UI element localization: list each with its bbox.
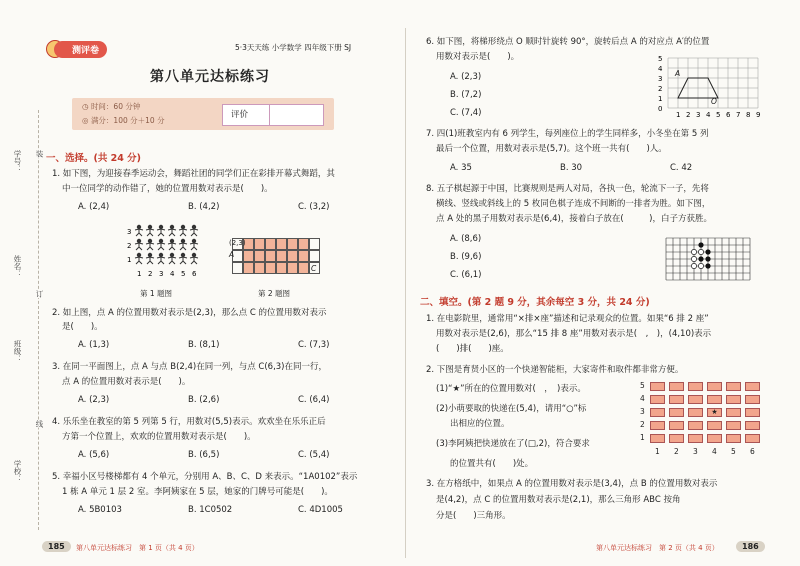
black-stone bbox=[705, 249, 710, 254]
q6-line2: 用数对表示是( )。 bbox=[436, 52, 520, 62]
footer-right: 第八单元达标练习 第 2 页（共 4 页） bbox=[596, 544, 719, 552]
locker-cell[interactable] bbox=[745, 395, 760, 404]
test-badge: 测评卷 bbox=[54, 41, 107, 58]
x-tick: 7 bbox=[736, 111, 741, 119]
locker-cell[interactable] bbox=[726, 421, 741, 430]
locker-column-number: 6 bbox=[750, 447, 755, 456]
grid-cell bbox=[243, 262, 254, 274]
x-tick: 2 bbox=[686, 111, 691, 119]
locker-column-number: 5 bbox=[731, 447, 736, 456]
f3-line1: 3. 在方格纸中，如果点 A 的位置用数对表示是(3,4)，点 B 的位置用数对表示 bbox=[426, 479, 718, 489]
section-2-heading: 二、填空。(第 2 题 9 分，其余每空 3 分，共 24 分) bbox=[420, 297, 650, 308]
grid-cell bbox=[276, 250, 287, 262]
q5-option-a[interactable]: A. 5B0103 bbox=[78, 505, 122, 515]
dancer-figure bbox=[190, 229, 198, 236]
black-stone bbox=[698, 256, 703, 261]
locker-cell[interactable] bbox=[707, 382, 722, 391]
q2-option-a[interactable]: A. (1,3) bbox=[78, 340, 110, 350]
x-tick: 9 bbox=[756, 111, 761, 119]
grid-cell bbox=[276, 238, 287, 250]
q2-option-c[interactable]: C. (7,3) bbox=[298, 340, 330, 350]
fig2-point-a: A bbox=[229, 250, 235, 259]
locker-row-number: 3 bbox=[640, 407, 645, 416]
figure-1-dancers bbox=[125, 222, 205, 280]
evaluation-box bbox=[222, 104, 324, 126]
fig2-point-c: C bbox=[311, 264, 317, 273]
x-tick: 3 bbox=[696, 111, 701, 119]
locker-row-number: 1 bbox=[640, 433, 645, 442]
f1-line2: 用数对表示是(2,6)，那么“15 排 8 座”用数对表示是( , )，(4,10)表示 bbox=[436, 329, 712, 339]
column-number: 4 bbox=[170, 270, 175, 278]
white-stone bbox=[698, 263, 703, 268]
black-stone bbox=[698, 242, 703, 247]
q2-line1: 2. 如上图，点 A 的位置用数对表示是(2,3)，那么点 C 的位置用数对表示 bbox=[52, 308, 327, 318]
q3-line2: 点 A 的位置用数对表示是( )。 bbox=[62, 377, 191, 387]
y-tick: 4 bbox=[658, 65, 663, 73]
column-number: 5 bbox=[181, 270, 186, 278]
f1-line3: ( )排( )座。 bbox=[436, 344, 509, 354]
y-tick: 1 bbox=[658, 95, 663, 103]
dancer-figure bbox=[179, 229, 187, 236]
q1-option-a[interactable]: A. (2,4) bbox=[78, 202, 110, 212]
dancer-figure bbox=[146, 257, 154, 264]
locker-column-number: 3 bbox=[693, 447, 698, 456]
dancer-figure bbox=[146, 229, 154, 236]
locker-row-number: 5 bbox=[640, 381, 645, 390]
locker-cell[interactable] bbox=[669, 434, 684, 443]
locker-column-number: 1 bbox=[655, 447, 660, 456]
info-box bbox=[72, 98, 334, 130]
seal-char: 线 bbox=[35, 420, 44, 428]
q4-option-c[interactable]: C. (5,4) bbox=[298, 450, 330, 460]
f3-line2: 是(4,2)，点 C 的位置用数对表示是(2,1)，那么三角形 ABC 按角 bbox=[436, 495, 681, 505]
locker-cell[interactable] bbox=[726, 382, 741, 391]
locker-cell[interactable] bbox=[669, 395, 684, 404]
locker-cell[interactable] bbox=[707, 421, 722, 430]
f2-intro: 2. 下图是育贤小区的一个快递智能柜，大家寄件和取件都非常方便。 bbox=[426, 365, 684, 375]
q7-option-b[interactable]: B. 30 bbox=[560, 163, 583, 173]
locker-cell[interactable] bbox=[650, 434, 665, 443]
q8-line2: 横线、竖线或斜线上的 5 枚同色棋子连成不间断的一排者为胜。如下图， bbox=[436, 199, 711, 209]
grid-cell bbox=[232, 262, 243, 274]
q4-line1: 4. 乐乐坐在教室的第 5 列第 5 行，用数对(5,5)表示。欢欢坐在乐乐正后 bbox=[52, 417, 326, 427]
evaluation-score-input[interactable] bbox=[270, 105, 322, 125]
row-number: 1 bbox=[127, 256, 132, 264]
time-label: ◷ 时间：60 分钟 bbox=[82, 102, 141, 111]
evaluation-label: 评价 bbox=[231, 110, 249, 120]
grid-cell bbox=[254, 262, 265, 274]
f2-part2-line2: 出相应的位置。 bbox=[450, 419, 510, 429]
name-label: 姓名： bbox=[13, 255, 22, 278]
locker-cell[interactable] bbox=[688, 408, 703, 417]
q5-line2: 1 栋 A 单元 1 层 2 室。李阿姨家在 5 层，她家的门牌号可能是( )。 bbox=[62, 487, 333, 497]
column-number: 1 bbox=[137, 270, 142, 278]
f3-line3: 分是( )三角形。 bbox=[436, 511, 511, 521]
f2-part3-line2: 的位置共有( )处。 bbox=[450, 459, 534, 469]
q6-line1: 6. 如下图，将梯形绕点 O 顺时针旋转 90°，旋转后点 A 的对应点 A′的位置 bbox=[426, 37, 710, 47]
locker-cell[interactable] bbox=[650, 382, 665, 391]
locker-cell[interactable] bbox=[726, 408, 741, 417]
grid-cell bbox=[265, 262, 276, 274]
q3-option-a[interactable]: A. (2,3) bbox=[78, 395, 110, 405]
locker-cell[interactable] bbox=[726, 395, 741, 404]
student-id-label: 学号： bbox=[13, 150, 22, 173]
x-tick: 5 bbox=[716, 111, 721, 119]
section-1-heading: 一、选择。(共 24 分) bbox=[46, 153, 142, 164]
q4-option-b[interactable]: B. (6,5) bbox=[188, 450, 220, 460]
q2-line2: 是( )。 bbox=[62, 322, 103, 332]
class-label: 班级： bbox=[13, 340, 22, 363]
figure-1-caption: 第 1 题图 bbox=[140, 289, 173, 298]
f2-part1: (1)“★”所在的位置用数对( ， )表示。 bbox=[436, 384, 586, 394]
grid-cell bbox=[298, 250, 309, 262]
q1-option-c[interactable]: C. (3,2) bbox=[298, 202, 330, 212]
q8-line3: 点 A 处的黑子用数对表示是(6,4)，接着白子放在( )，白子方获胜。 bbox=[436, 214, 713, 224]
y-tick: 5 bbox=[658, 55, 663, 63]
score-label: ◎ 满分：100 分＋10 分 bbox=[82, 116, 165, 125]
locker-cell[interactable] bbox=[707, 395, 722, 404]
q8-option-c[interactable]: C. (6,1) bbox=[450, 270, 482, 280]
y-tick: 3 bbox=[658, 75, 663, 83]
f1-line1: 1. 在电影院里，通常用“×排×座”描述和记录观众的位置。如果“6 排 2 座” bbox=[426, 314, 709, 324]
grid-cell bbox=[287, 250, 298, 262]
locker-cell[interactable] bbox=[707, 434, 722, 443]
locker-cell[interactable] bbox=[669, 382, 684, 391]
locker-cell[interactable] bbox=[688, 382, 703, 391]
dancer-figure bbox=[135, 229, 143, 236]
grid-cell bbox=[298, 238, 309, 250]
locker-column-number: 4 bbox=[712, 447, 717, 456]
locker-grid bbox=[640, 380, 768, 462]
locker-cell-star[interactable]: ★ bbox=[707, 408, 722, 417]
dancer-figure bbox=[168, 229, 176, 236]
dancer-figure bbox=[146, 243, 154, 250]
q5-line1: 5. 幸福小区号楼梯都有 4 个单元，分别用 A、B、C、D 来表示。“1A0102”表示 bbox=[52, 472, 358, 482]
f2-part3-line1: (3)李阿姨把快递放在了(□,2)，符合要求 bbox=[436, 439, 590, 449]
seal-char: 装 bbox=[35, 150, 44, 158]
row-number: 2 bbox=[127, 242, 132, 250]
q7-option-a[interactable]: A. 35 bbox=[450, 163, 472, 173]
q6-option-a[interactable]: A. (2,3) bbox=[450, 72, 482, 82]
y-tick: 0 bbox=[658, 105, 663, 113]
white-stone bbox=[691, 256, 696, 261]
dancer-figure bbox=[157, 243, 165, 250]
figure-2-grid bbox=[228, 238, 320, 274]
locker-cell[interactable] bbox=[669, 421, 684, 430]
dancer-figure bbox=[135, 257, 143, 264]
page-divider bbox=[405, 28, 406, 558]
school-label: 学校： bbox=[13, 460, 22, 483]
locker-cell[interactable] bbox=[745, 434, 760, 443]
clock-icon: ◷ bbox=[82, 102, 91, 111]
x-tick: 6 bbox=[726, 111, 731, 119]
binding-line bbox=[38, 110, 39, 530]
q4-line2: 方第一个位置上，欢欢的位置用数对表示是( )。 bbox=[62, 432, 256, 442]
dancer-figure bbox=[190, 243, 198, 250]
black-stone bbox=[705, 256, 710, 261]
q8-line1: 8. 五子棋起源于中国，比赛规则是两人对局，各执一色，轮流下一子，先将 bbox=[426, 184, 709, 194]
q7-option-c[interactable]: C. 42 bbox=[670, 163, 693, 173]
q4-option-a[interactable]: A. (5,6) bbox=[78, 450, 110, 460]
row-number: 3 bbox=[127, 228, 132, 236]
grid-cell bbox=[254, 238, 265, 250]
column-number: 2 bbox=[148, 270, 153, 278]
grid-cell bbox=[254, 250, 265, 262]
q5-option-b[interactable]: B. 1C0502 bbox=[188, 505, 233, 515]
white-stone bbox=[691, 249, 696, 254]
grid-cell bbox=[287, 262, 298, 274]
q6-option-b[interactable]: B. (7,2) bbox=[450, 90, 482, 100]
grid-cell bbox=[298, 262, 309, 274]
locker-cell[interactable] bbox=[650, 395, 665, 404]
locker-cell[interactable] bbox=[669, 408, 684, 417]
q1-line2: 中一位同学的动作错了，她的位置用数对表示是( )。 bbox=[62, 184, 273, 194]
q6-point-o: O bbox=[711, 97, 717, 106]
figure-2-caption: 第 2 题图 bbox=[258, 289, 291, 298]
white-stone bbox=[691, 263, 696, 268]
page-number-right: 186 bbox=[736, 541, 765, 552]
y-tick: 2 bbox=[658, 85, 663, 93]
dancer-figure bbox=[168, 243, 176, 250]
q8-option-a[interactable]: A. (8,6) bbox=[450, 234, 482, 244]
locker-cell[interactable] bbox=[688, 421, 703, 430]
locker-cell[interactable] bbox=[726, 434, 741, 443]
locker-row-number: 4 bbox=[640, 394, 645, 403]
q5-option-c[interactable]: C. 4D1005 bbox=[298, 505, 343, 515]
page-title: 第八单元达标练习 bbox=[150, 69, 270, 85]
locker-cell[interactable] bbox=[745, 408, 760, 417]
locker-cell[interactable] bbox=[650, 421, 665, 430]
column-number: 6 bbox=[192, 270, 197, 278]
white-stone bbox=[698, 249, 703, 254]
grid-cell bbox=[309, 238, 320, 250]
dancer-figure bbox=[190, 257, 198, 264]
series-label: 5·3天天练 小学数学 四年级下册 SJ bbox=[235, 43, 352, 52]
locker-column-number: 2 bbox=[674, 447, 679, 456]
page-number-left: 185 bbox=[42, 541, 71, 552]
fig2-point-a-coord: (2,3) bbox=[229, 239, 246, 247]
dancer-figure bbox=[179, 257, 187, 264]
locker-row-number: 2 bbox=[640, 420, 645, 429]
q1-line1: 1. 如下图，为迎接春季运动会，舞蹈社团的同学们正在彩排开幕式舞蹈，其 bbox=[52, 169, 335, 179]
figure-q8-gomoku bbox=[664, 236, 754, 281]
dancer-figure bbox=[168, 257, 176, 264]
q8-option-b[interactable]: B. (9,6) bbox=[450, 252, 482, 262]
grid-cell bbox=[265, 250, 276, 262]
q7-line1: 7. 四(1)班教室内有 6 列学生，每列座位上的学生同样多，小冬坐在第 5 列 bbox=[426, 129, 709, 139]
grid-cell bbox=[309, 250, 320, 262]
dancer-figure bbox=[157, 229, 165, 236]
locker-cell[interactable] bbox=[745, 382, 760, 391]
locker-cell[interactable] bbox=[745, 421, 760, 430]
grid-cell bbox=[265, 238, 276, 250]
locker-cell[interactable] bbox=[650, 408, 665, 417]
q1-option-b[interactable]: B. (4,2) bbox=[188, 202, 220, 212]
grid-cell bbox=[243, 250, 254, 262]
q3-option-c[interactable]: C. (6,4) bbox=[298, 395, 330, 405]
dancer-figure bbox=[135, 243, 143, 250]
figure-q6-trapezoid bbox=[654, 52, 761, 122]
locker-cell[interactable] bbox=[688, 434, 703, 443]
dancer-figure bbox=[157, 257, 165, 264]
q2-option-b[interactable]: B. (8,1) bbox=[188, 340, 220, 350]
locker-cell[interactable] bbox=[688, 395, 703, 404]
footer-left: 第八单元达标练习 第 1 页（共 4 页） bbox=[76, 544, 199, 552]
q6-point-a: A bbox=[675, 69, 681, 78]
q3-option-b[interactable]: B. (2,6) bbox=[188, 395, 220, 405]
score-icon: ◎ bbox=[82, 116, 91, 125]
grid-cell bbox=[287, 238, 298, 250]
grid-cell bbox=[276, 262, 287, 274]
x-tick: 1 bbox=[676, 111, 681, 119]
x-tick: 8 bbox=[746, 111, 751, 119]
black-stone bbox=[705, 263, 710, 268]
seal-char: 订 bbox=[35, 290, 44, 298]
x-tick: 4 bbox=[706, 111, 711, 119]
dancer-figure bbox=[179, 243, 187, 250]
q3-line1: 3. 在同一平面图上，点 A 与点 B(2,4)在同一列，与点 C(6,3)在同一行， bbox=[52, 362, 328, 372]
q7-line2: 最后一个位置，用数对表示是(5,7)。这个班一共有( )人。 bbox=[436, 144, 667, 154]
f2-part2-line1: (2)小萌要取的快递在(5,4)，请用“○”标 bbox=[436, 404, 587, 414]
q6-option-c[interactable]: C. (7,4) bbox=[450, 108, 482, 118]
column-number: 3 bbox=[159, 270, 164, 278]
